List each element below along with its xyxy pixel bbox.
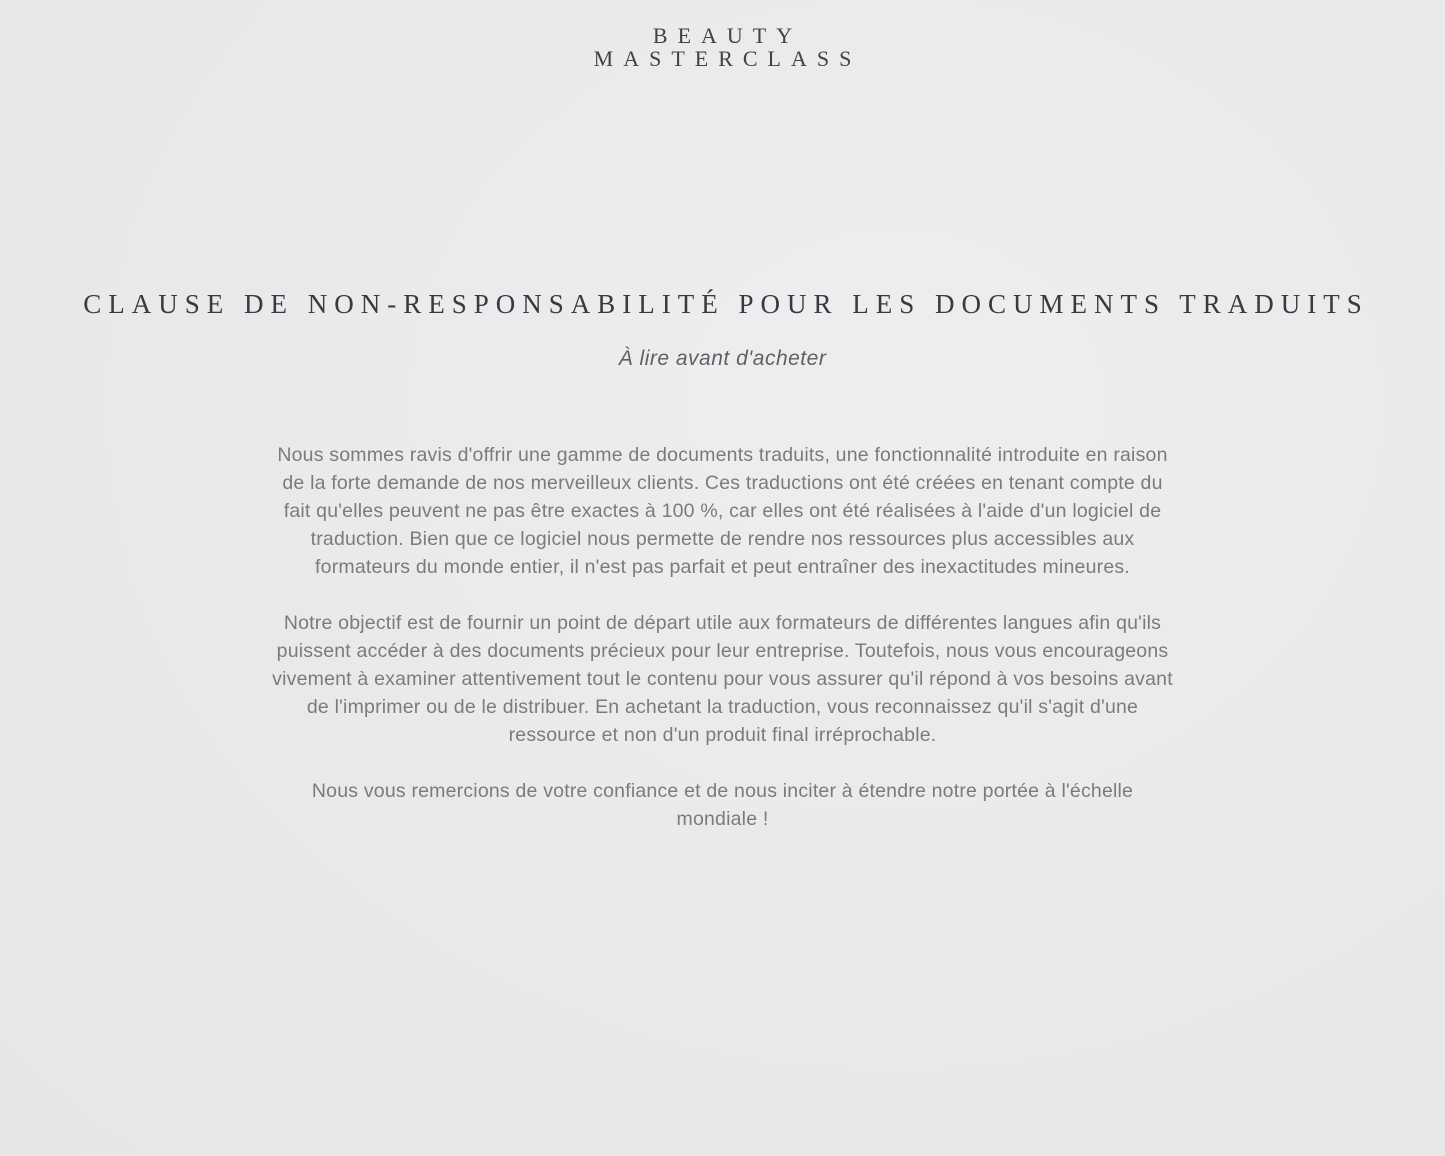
page-title: CLAUSE DE NON-RESPONSABILITÉ POUR LES DOCUMENTS TRADUITS [83, 289, 1369, 319]
page-subtitle: À lire avant d'acheter [618, 347, 827, 370]
paragraph-thanks: Nous vous remercions de votre confiance et de nous inciter à étendre notre portée à l'échelle mondiale ! [311, 780, 1134, 830]
brand-logo [0, 0, 1445, 70]
body-text [270, 441, 1175, 833]
document-content [0, 289, 1445, 833]
brand-name-line1: BEAUTY [652, 23, 803, 48]
paragraph-objective: Notre objectif est de fournir un point de départ utile aux formateurs de différentes langues afin qu'ils puissent accéder à des documents précieux pour leur entreprise. Toutefois, nous vous encourageons vivement à examiner attentivement tout le contenu pour vous assurer qu'il répond à vos besoins avant de l'imprimer ou de le distribuer. En achetant la traduction, vous reconnaissez qu'il s'agit d'une ressource et non d'un produit final irréprochable. [272, 612, 1173, 746]
paragraph-intro: Nous sommes ravis d'offrir une gamme de documents traduits, une fonctionnalité introduite en raison de la forte demande de nos merveilleux clients. Ces traductions ont été créées en tenant compte du fait qu'elles peuvent ne pas être exactes à 100 %, car elles ont été réalisées à l'aide d'un logiciel de traduction. Bien que ce logiciel nous permette de rendre nos ressources plus accessibles aux formateurs du monde entier, il n'est pas parfait et peut entraîner des inexactitudes mineures. [277, 444, 1168, 578]
brand-name-line2: MASTERCLASS [593, 46, 862, 71]
